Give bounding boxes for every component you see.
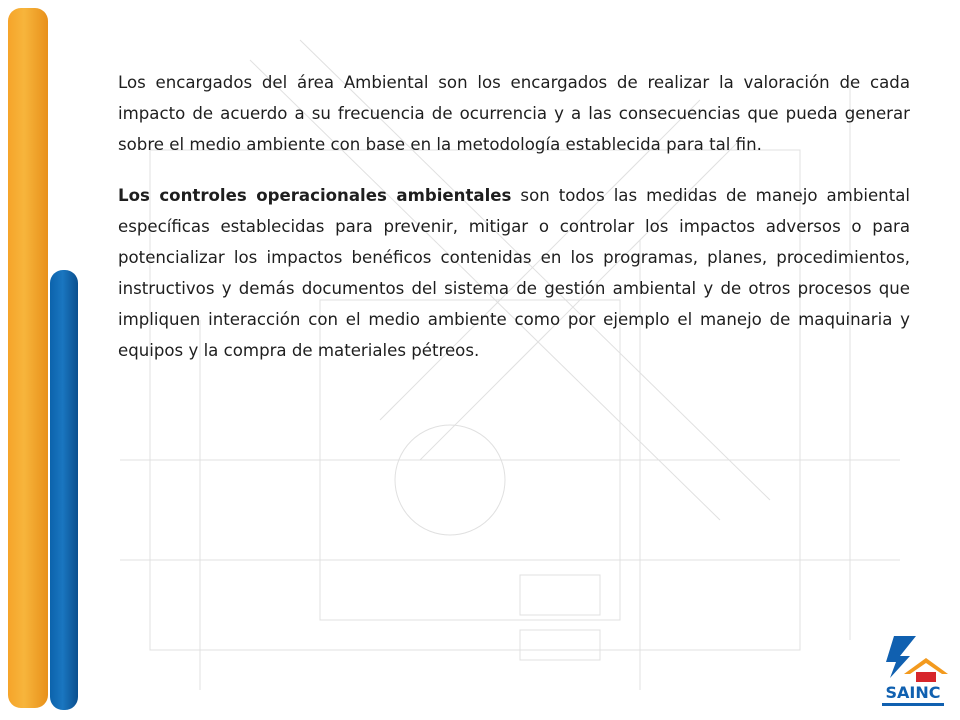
logo-text: SAINC	[885, 683, 941, 702]
sainc-logo-icon	[876, 632, 950, 712]
paragraph-2-bold-term: Los controles operacionales ambientales	[118, 186, 512, 205]
slide-content	[118, 67, 910, 366]
paragraph-2-text: son todos las medidas de manejo ambiental específicas establecidas para prevenir, mitigar o controlar los impactos adversos o para potencializar los impactos benéficos contenidas en los programas, planes, procedimientos, instructivos y demás documentos del sistema de gestión ambiental y de otros procesos que impliquen interacción con el medio ambiente como por ejemplo el manejo de maquinaria y equipos y la compra de materiales pétreos.	[118, 186, 910, 360]
blue-accent-bar	[50, 270, 78, 710]
sainc-logo	[876, 632, 950, 712]
paragraph-2	[118, 180, 910, 366]
orange-accent-bar	[8, 8, 48, 708]
paragraph-1: Los encargados del área Ambiental son los encargados de realizar la valoración de cada impacto de acuerdo a su frecuencia de ocurrencia y a las consecuencias que pueda generar sobre el medio ambiente con base en la metodología establecida para tal fin.	[118, 73, 910, 154]
